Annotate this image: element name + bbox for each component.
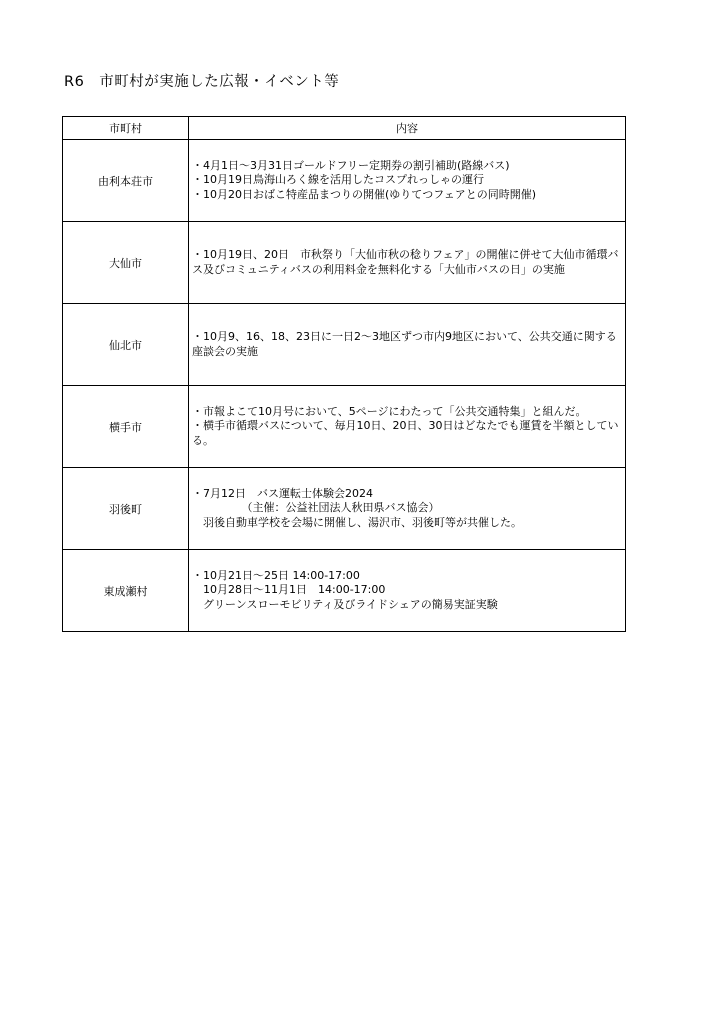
municipality-cell: 大仙市 [63,222,189,304]
municipality-cell: 羽後町 [63,468,189,550]
content-line: （主催：公益社団法人秋田県バス協会） [192,501,440,515]
content-line: ・10月9、16、18、23日に一日2～3地区ずつ市内9地区において、公共交通に関する座談会の実施 [192,330,617,358]
content-line: 10月28日～11月1日 14:00-17:00 [192,583,386,597]
content-line: ・10月20日おばこ特産品まつりの開催(ゆりてつフェアとの同時開催) [192,187,537,201]
content-line: ・10月19日、20日 市秋祭り「大仙市秋の稔りフェア」の開催に併せて大仙市循環バス及びコミュニティバスの利用料金を無料化する「大仙市バスの日」の実施 [192,248,619,276]
content-line: ・4月1日～3月31日ゴールドフリー定期券の割引補助(路線バス) [192,158,510,172]
content-line: ・7月12日 バス運転士体験会2024 [192,486,373,500]
table-row [63,222,626,304]
content-line: ・横手市循環バスについて、毎月10日、20日、30日はどなたでも運賃を半額としている。 [192,419,619,447]
table-header-row [63,117,626,140]
table-row [63,550,626,632]
content-line: グリーンスローモビリティ及びライドシェアの簡易実証実験 [192,597,498,611]
header-municipality: 市町村 [63,117,189,140]
content-cell [189,222,626,304]
municipality-cell: 由利本荘市 [63,140,189,222]
content-cell [189,550,626,632]
municipality-cell: 仙北市 [63,304,189,386]
content-line: ・10月21日～25日 14:00-17:00 [192,568,360,582]
content-cell [189,140,626,222]
municipality-cell: 横手市 [63,386,189,468]
municipality-cell: 東成瀬村 [63,550,189,632]
content-cell [189,304,626,386]
table-row [63,468,626,550]
table-row [63,386,626,468]
content-line: ・市報よこて10月号において、5ページにわたって「公共交通特集」と組んだ。 [192,404,587,418]
content-cell [189,386,626,468]
page-title: R6 市町村が実施した広報・イベント等 [64,74,340,90]
events-table [62,116,626,632]
table-row [63,304,626,386]
header-content: 内容 [189,117,626,140]
content-cell [189,468,626,550]
table-row [63,140,626,222]
content-line: 羽後自動車学校を会場に開催し、湯沢市、羽後町等が共催した。 [192,515,522,529]
content-line: ・10月19日鳥海山ろく線を活用したコスプれっしゃの運行 [192,173,484,187]
